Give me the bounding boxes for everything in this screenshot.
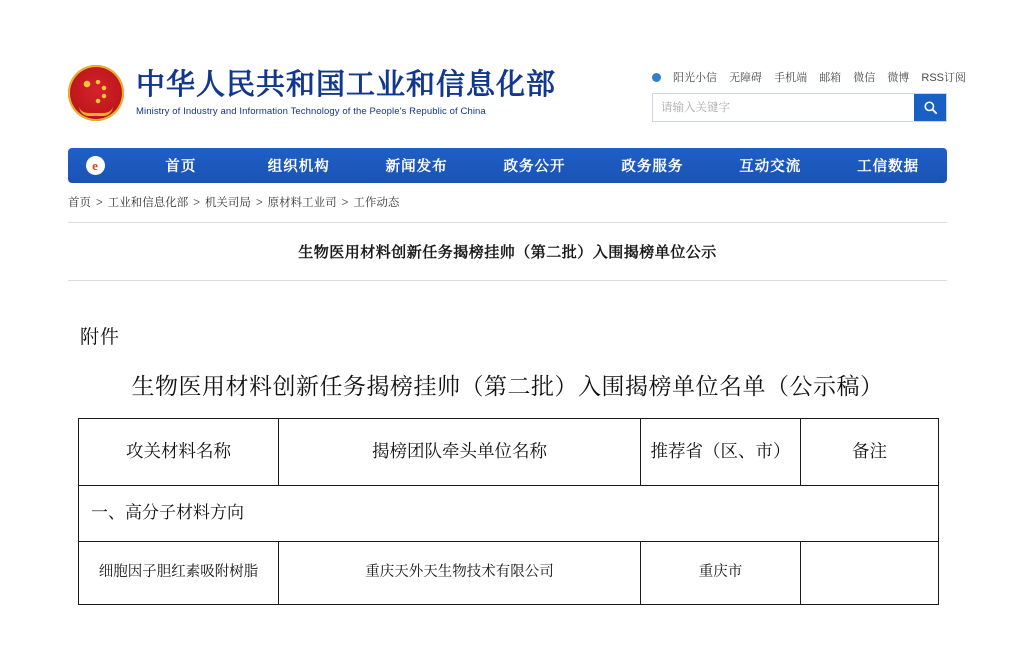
nav-item-news[interactable]: 新闻发布: [385, 159, 448, 175]
top-link-accessibility[interactable]: 无障碍: [729, 72, 763, 84]
nav-item-interaction[interactable]: 互动交流: [739, 159, 802, 175]
search-box: [652, 93, 947, 122]
top-link-mobile[interactable]: 手机端: [774, 72, 808, 84]
breadcrumb-item-home[interactable]: 首页: [68, 197, 91, 209]
table-header-unit: 揭榜团队牵头单位名称: [279, 419, 641, 486]
logo-title-en: Ministry of Industry and Information Technology of the People's Republic of China: [136, 105, 486, 117]
search-icon: [923, 100, 938, 115]
nav-item-home[interactable]: 首页: [165, 159, 197, 175]
breadcrumb-item-ministry[interactable]: 工业和信息化部: [107, 197, 189, 209]
top-link-sunshine[interactable]: 阳光小信: [673, 72, 717, 84]
row-material: 细胞因子胆红素吸附树脂: [79, 542, 279, 605]
logo-title-cn: 中华人民共和国工业和信息化部: [136, 69, 557, 102]
table-header-row: [79, 419, 939, 486]
sunshine-dot-icon: [652, 73, 661, 82]
table-row: [79, 542, 939, 605]
row-province: 重庆市: [641, 542, 801, 605]
page-title: 生物医用材料创新任务揭榜挂帅（第二批）入围揭榜单位公示: [298, 244, 717, 261]
entry-units-table: [78, 418, 939, 605]
table-header-remark: 备注: [801, 419, 939, 486]
nav-item-organization[interactable]: 组织机构: [267, 159, 330, 175]
breadcrumb-item-raw-materials[interactable]: 原材料工业司: [267, 197, 337, 209]
table-section-row: [79, 486, 939, 542]
attachment-label: 附件: [80, 327, 121, 348]
breadcrumb-item-work-updates[interactable]: 工作动态: [353, 197, 400, 209]
table-section-label: 一、高分子材料方向: [79, 486, 939, 542]
breadcrumb-separator: >: [193, 197, 200, 209]
top-link-mail[interactable]: 邮箱: [819, 72, 842, 84]
main-navigation: [68, 148, 947, 183]
breadcrumb: [68, 194, 399, 210]
search-button[interactable]: [914, 94, 946, 121]
nav-item-government-affairs[interactable]: 政务公开: [503, 159, 566, 175]
breadcrumb-separator: >: [96, 197, 103, 209]
national-emblem-icon: [68, 65, 124, 121]
top-link-wechat[interactable]: 微信: [853, 72, 876, 84]
document-title-band: [68, 222, 947, 281]
e-logo-glyph: e: [86, 156, 105, 175]
logo-text-block: [136, 69, 556, 116]
top-link-rss[interactable]: RSS订阅: [921, 72, 966, 84]
breadcrumb-separator: >: [255, 197, 263, 209]
site-logo[interactable]: [68, 65, 556, 121]
site-header: [68, 55, 966, 140]
breadcrumb-separator: >: [341, 197, 349, 209]
nav-item-data[interactable]: 工信数据: [857, 159, 920, 175]
top-link-weibo[interactable]: 微博: [887, 72, 910, 84]
attachment-title: 生物医用材料创新任务揭榜挂帅（第二批）入围揭榜单位名单（公示稿）: [131, 373, 884, 399]
search-input[interactable]: [653, 94, 914, 121]
row-unit: 重庆天外天生物技术有限公司: [279, 542, 641, 605]
nav-item-list: [122, 155, 947, 176]
top-utility-links: [652, 69, 966, 85]
e-logo-icon[interactable]: [68, 156, 122, 175]
nav-item-government-services[interactable]: 政务服务: [621, 159, 684, 175]
breadcrumb-item-departments[interactable]: 机关司局: [204, 197, 251, 209]
table-header-material: 攻关材料名称: [79, 419, 279, 486]
table-header-province: 推荐省（区、市）: [641, 419, 801, 486]
row-remark: [801, 542, 939, 605]
